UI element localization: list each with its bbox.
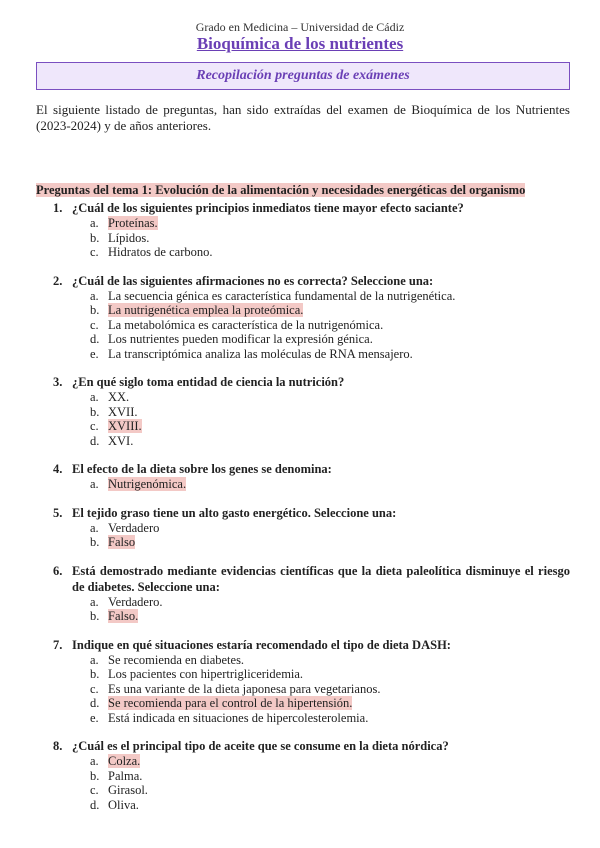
- question-text: ¿Cuál de las siguientes afirmaciones no es correcta? Seleccione una:: [72, 273, 434, 288]
- question-number: 4.: [53, 462, 63, 476]
- option-item-correct: [90, 535, 570, 550]
- option-text: Nutrigenómica.: [108, 477, 187, 491]
- option-content: [90, 681, 381, 696]
- option-item: [90, 245, 570, 260]
- question-text: Está demostrado mediante evidencias científicas que la dieta paleolítica disminuye el riesgo de diabetes. Seleccione una:: [72, 563, 570, 594]
- option-letter: b.: [90, 667, 100, 681]
- option-text: Girasol.: [108, 783, 148, 797]
- section-title: [36, 182, 600, 198]
- option-letter: e.: [90, 710, 99, 725]
- option-text: Proteínas.: [108, 216, 158, 230]
- document-subtitle: Grado en Medicina – Universidad de Cádiz: [195, 20, 405, 34]
- option-text: Oliva.: [108, 797, 139, 812]
- question-number: 6.: [53, 563, 63, 578]
- option-item: [90, 783, 570, 798]
- option-letter: e.: [90, 346, 99, 361]
- option-text: Se recomienda para el control de la hipertensión.: [108, 696, 353, 710]
- question-text: ¿Cuál de los siguientes principios inmediatos tiene mayor efecto saciante?: [72, 201, 464, 215]
- option-list: [72, 216, 570, 260]
- option-item: [90, 769, 570, 784]
- question-number: 5.: [53, 505, 63, 520]
- option-content: [90, 754, 141, 768]
- option-text: Los pacientes con hipertrigliceridemia.: [108, 667, 304, 681]
- option-text: La nutrigenética emplea la proteómica.: [108, 303, 304, 317]
- option-list: [72, 653, 570, 726]
- option-text: Falso.: [108, 609, 139, 623]
- option-letter: b.: [90, 609, 100, 623]
- option-text: XVII.: [108, 404, 138, 419]
- option-content: [90, 317, 384, 332]
- question-item: [53, 200, 570, 260]
- option-list: [72, 390, 570, 448]
- option-item-correct: [90, 303, 570, 318]
- option-letter: c.: [90, 317, 99, 332]
- option-text: XX.: [108, 390, 130, 404]
- option-letter: b.: [90, 230, 100, 245]
- option-text: Lípidos.: [108, 230, 150, 245]
- option-item-correct: [90, 696, 570, 711]
- section-title-text: Preguntas del tema 1: Evolución de la alimentación y necesidades energéticas del organismo: [36, 183, 526, 197]
- option-text: Hidratos de carbono.: [108, 245, 213, 259]
- option-content: [90, 390, 130, 404]
- question-item: [53, 738, 570, 812]
- option-text: La transcriptómica analiza las moléculas de RNA mensajero.: [108, 346, 413, 361]
- question-text: ¿En qué siglo toma entidad de ciencia la nutrición?: [72, 375, 345, 389]
- option-content: [90, 216, 158, 230]
- question-text: ¿Cuál es el principal tipo de aceite que se consume en la dieta nórdica?: [72, 739, 449, 753]
- option-text: Verdadero: [108, 520, 160, 535]
- question-text: Indique en qué situaciones estaría recomendado el tipo de dieta DASH:: [72, 637, 451, 652]
- option-list: [72, 477, 570, 492]
- question-item: [53, 563, 570, 624]
- option-content: [90, 303, 304, 317]
- option-item: [90, 347, 570, 362]
- option-text: XVIII.: [108, 419, 142, 433]
- option-item: [90, 434, 570, 449]
- option-text: Palma.: [108, 768, 143, 783]
- option-item: [90, 798, 570, 813]
- option-letter: a.: [90, 652, 99, 667]
- document-header: [0, 0, 600, 54]
- option-content: [90, 433, 134, 448]
- option-item: [90, 711, 570, 726]
- option-item: [90, 390, 570, 405]
- option-item: [90, 682, 570, 697]
- option-item-correct: [90, 477, 570, 492]
- option-text: XVI.: [108, 433, 134, 448]
- option-content: [90, 797, 139, 812]
- option-item: [90, 653, 570, 668]
- option-item: [90, 318, 570, 333]
- option-text: La secuencia génica es característica fundamental de la nutrigenética.: [108, 288, 456, 303]
- option-letter: c.: [90, 245, 99, 259]
- option-item: [90, 289, 570, 304]
- question-item: [53, 637, 570, 726]
- option-content: [90, 652, 245, 667]
- question-item: [53, 461, 570, 492]
- option-content: [90, 245, 213, 259]
- option-text: Los nutrientes pueden modificar la expresión génica.: [108, 332, 373, 346]
- option-letter: c.: [90, 419, 99, 433]
- option-list: [72, 754, 570, 812]
- option-letter: a.: [90, 754, 99, 768]
- option-text: Verdadero.: [108, 594, 163, 609]
- option-letter: b.: [90, 535, 100, 549]
- option-content: [90, 419, 142, 433]
- question-number: 2.: [53, 273, 63, 288]
- option-content: [90, 667, 304, 681]
- option-content: [90, 696, 353, 710]
- option-content: [90, 768, 143, 783]
- option-item-correct: [90, 216, 570, 231]
- question-text: El efecto de la dieta sobre los genes se denomina:: [72, 462, 332, 476]
- option-list: [72, 289, 570, 362]
- question-text: El tejido graso tiene un alto gasto energético. Seleccione una:: [72, 505, 397, 520]
- option-content: [90, 404, 138, 419]
- option-text: La metabolómica es característica de la nutrigenómica.: [108, 317, 384, 332]
- question-item: [53, 273, 570, 362]
- option-content: [90, 783, 148, 797]
- question-item: [53, 505, 570, 550]
- option-content: [90, 230, 150, 245]
- option-letter: d.: [90, 433, 100, 448]
- option-item: [90, 595, 570, 610]
- option-content: [90, 535, 136, 549]
- question-number: 7.: [53, 637, 63, 652]
- option-text: Falso: [108, 535, 136, 549]
- option-item: [90, 405, 570, 420]
- option-letter: c.: [90, 783, 99, 797]
- option-content: [90, 710, 369, 725]
- section-banner: [36, 62, 570, 90]
- question-item: [53, 374, 570, 448]
- option-letter: d.: [90, 797, 100, 812]
- option-letter: c.: [90, 681, 99, 696]
- option-letter: a.: [90, 288, 99, 303]
- option-letter: b.: [90, 404, 100, 419]
- document-title: Bioquímica de los nutrientes: [196, 34, 404, 53]
- option-content: [90, 520, 160, 535]
- option-letter: a.: [90, 390, 99, 404]
- option-content: [90, 332, 373, 346]
- option-letter: a.: [90, 520, 99, 535]
- intro-paragraph: El siguiente listado de preguntas, han sido extraídas del examen de Bioquímica de los Nutrientes (2023-2024) y de años anteriores.: [36, 102, 570, 133]
- option-item-correct: [90, 419, 570, 434]
- option-list: [72, 521, 570, 550]
- option-text: Está indicada en situaciones de hipercolesterolemia.: [108, 710, 369, 725]
- option-item-correct: [90, 754, 570, 769]
- question-number: 8.: [53, 739, 63, 753]
- option-content: [90, 288, 456, 303]
- option-letter: d.: [90, 696, 100, 710]
- banner-text: Recopilación preguntas de exámenes: [196, 68, 410, 83]
- option-content: [90, 594, 163, 609]
- option-letter: a.: [90, 594, 99, 609]
- option-content: [90, 609, 139, 623]
- question-number: 1.: [53, 201, 63, 215]
- option-text: Es una variante de la dieta japonesa para vegetarianos.: [108, 681, 381, 696]
- question-list: [0, 200, 600, 812]
- option-text: Se recomienda en diabetes.: [108, 652, 245, 667]
- option-item: [90, 521, 570, 536]
- option-letter: b.: [90, 303, 100, 317]
- option-item: [90, 667, 570, 682]
- option-letter: b.: [90, 768, 100, 783]
- option-item: [90, 332, 570, 347]
- option-letter: a.: [90, 477, 99, 491]
- option-letter: d.: [90, 332, 100, 346]
- option-content: [90, 346, 413, 361]
- option-content: [90, 477, 187, 491]
- option-list: [72, 595, 570, 624]
- option-text: Colza.: [108, 754, 141, 768]
- question-number: 3.: [53, 375, 63, 389]
- option-letter: a.: [90, 216, 99, 230]
- option-item: [90, 231, 570, 246]
- option-item-correct: [90, 609, 570, 624]
